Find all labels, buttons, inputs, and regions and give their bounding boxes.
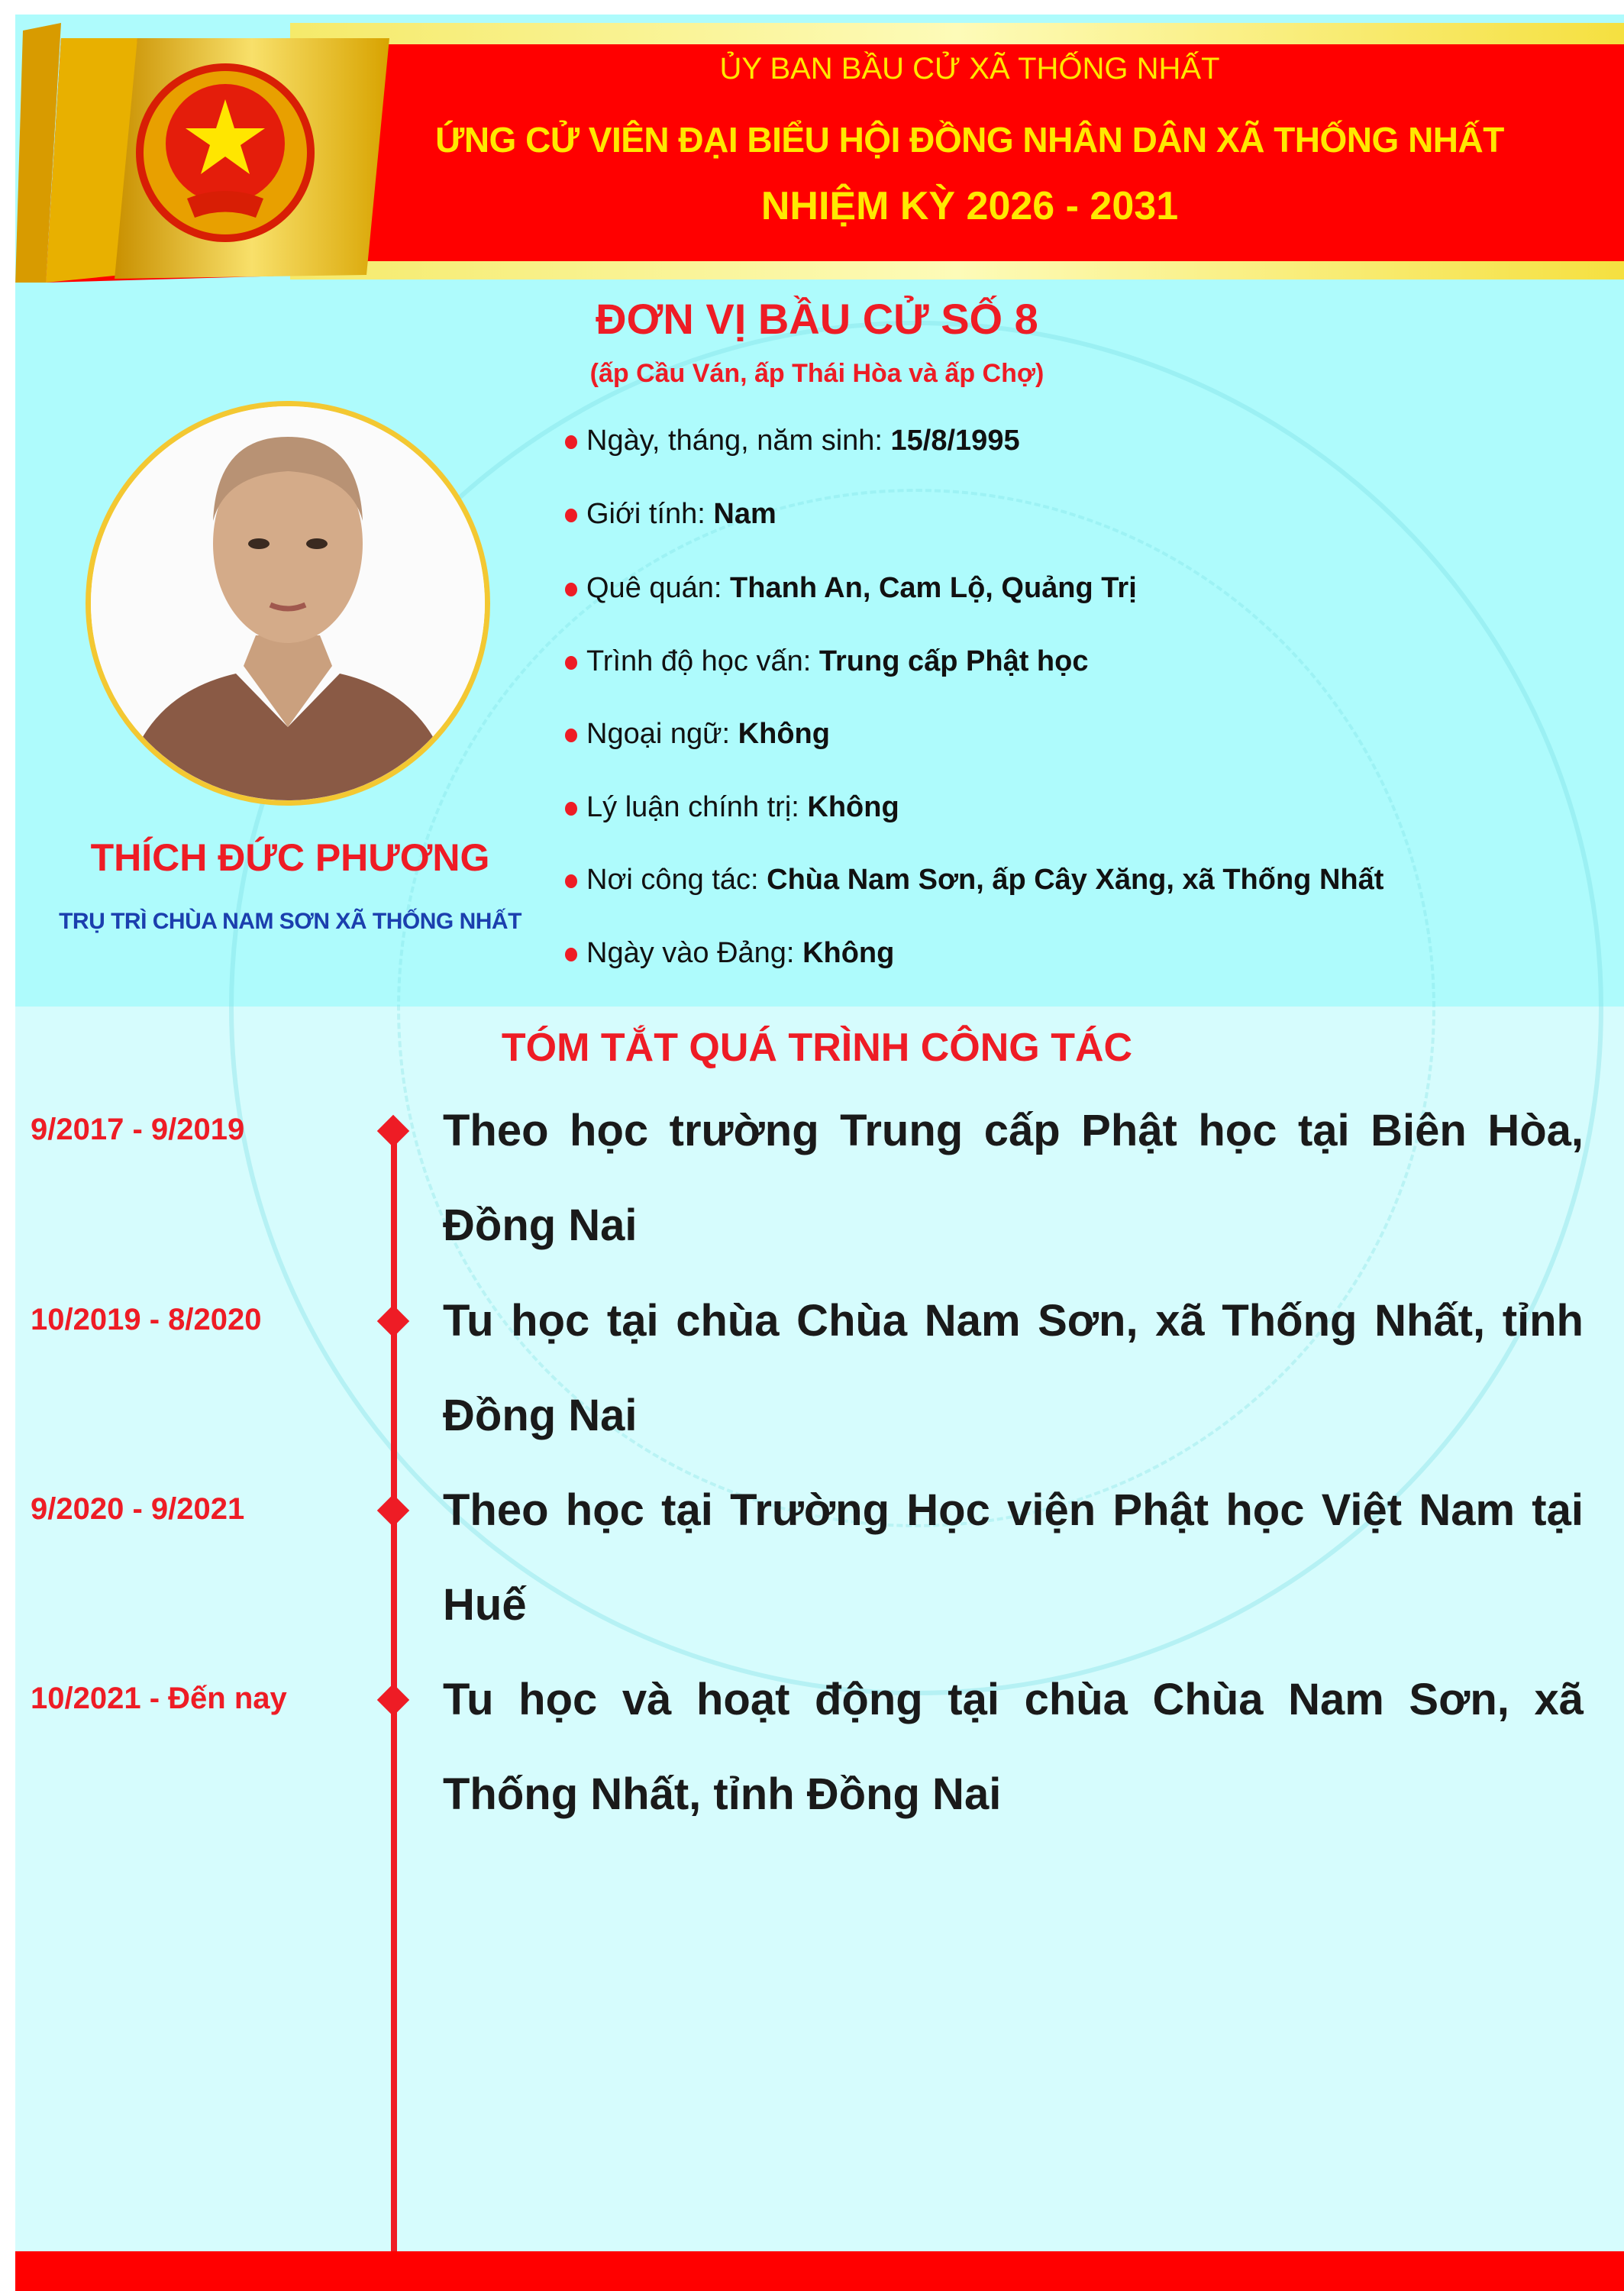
info-label: Ngày, tháng, năm sinh: [586, 425, 891, 457]
footer-bar [15, 2251, 1624, 2291]
bullet-icon [565, 948, 577, 961]
bullet-icon [565, 435, 577, 449]
info-value: Không [807, 791, 899, 823]
info-label: Trình độ học vấn: [586, 645, 819, 677]
bullet-icon [565, 729, 577, 742]
info-label: Ngày vào Đảng: [586, 937, 803, 969]
info-label: Ngoại ngữ: [586, 718, 738, 750]
candidate-role-text: TRỤ TRÌ CHÙA NAM SƠN XÃ THỐNG NHẤT [59, 909, 521, 934]
emblem-icon [140, 67, 311, 238]
info-label: Giới tính: [586, 498, 714, 530]
candidate-role [31, 909, 550, 935]
timeline-period: 9/2020 - 9/2021 [31, 1492, 245, 1526]
info-workplace [565, 864, 1603, 897]
summary-title: TÓM TẮT QUÁ TRÌNH CÔNG TÁC [501, 1026, 1133, 1070]
bullet-icon [565, 583, 577, 596]
electoral-unit-subtitle-text: (ấp Cầu Ván, ấp Thái Hòa và ấp Chợ) [589, 359, 1044, 388]
info-label: Lý luận chính trị: [586, 791, 808, 823]
info-gender [565, 498, 1603, 531]
candidate-name: THÍCH ĐỨC PHƯƠNG [90, 836, 490, 879]
bullet-icon [565, 656, 577, 670]
bullet-icon [565, 874, 577, 888]
main-title-text: ỨNG CỬ VIÊN ĐẠI BIỂU HỘI ĐỒNG NHÂN DÂN XÃ THỐNG NHẤT [435, 120, 1504, 160]
banner-top-stripe [290, 23, 1624, 46]
bullet-icon [565, 509, 577, 522]
info-value: Thanh An, Cam Lộ, Quảng Trị [730, 572, 1137, 604]
info-label: Quê quán: [586, 572, 731, 604]
bullet-icon [565, 802, 577, 816]
timeline-entry: Theo học trường Trung cấp Phật học tại Biên Hòa, Đồng Nai [443, 1106, 1584, 1250]
timeline-period: 10/2019 - 8/2020 [31, 1303, 262, 1336]
info-birthdate [565, 425, 1603, 457]
timeline-period: 9/2017 - 9/2019 [31, 1113, 245, 1146]
timeline-entry: Tu học và hoạt động tại chùa Chùa Nam Sơn, xã Thống Nhất, tỉnh Đồng Nai [443, 1675, 1584, 1819]
committee-text: ỦY BAN BẦU CỬ XÃ THỐNG NHẤT [719, 52, 1220, 86]
info-value: 15/8/1995 [890, 425, 1020, 457]
term-title [336, 183, 1603, 229]
info-value: Không [738, 718, 830, 750]
timeline-period: 10/2021 - Đến nay [31, 1682, 287, 1715]
info-hometown [565, 572, 1603, 605]
info-language [565, 718, 1603, 751]
committee-name [336, 52, 1603, 86]
electoral-unit-subtitle [519, 359, 1115, 389]
timeline-entry: Tu học tại chùa Chùa Nam Sơn, xã Thống Nhất, tỉnh Đồng Nai [443, 1296, 1584, 1440]
term-text: NHIỆM KỲ 2026 - 2031 [760, 184, 1179, 228]
info-value: Chùa Nam Sơn, ấp Cây Xăng, xã Thống Nhất [767, 864, 1384, 896]
info-value: Nam [713, 498, 776, 530]
main-title [336, 119, 1603, 160]
info-political-theory [565, 791, 1603, 824]
electoral-unit-title [519, 294, 1115, 344]
info-education [565, 645, 1603, 678]
electoral-unit-text: ĐƠN VỊ BẦU CỬ SỐ 8 [596, 295, 1038, 343]
portrait-image [91, 406, 485, 800]
info-value: Không [802, 937, 895, 969]
info-label: Nơi công tác: [586, 864, 767, 896]
info-value: Trung cấp Phật học [818, 645, 1089, 677]
timeline-entry: Theo học tại Trường Học viện Phật học Việt Nam tại Huế [443, 1485, 1584, 1630]
candidate-photo [86, 401, 490, 806]
banner-bottom-stripe [290, 261, 1624, 280]
info-party-date [565, 937, 1603, 970]
